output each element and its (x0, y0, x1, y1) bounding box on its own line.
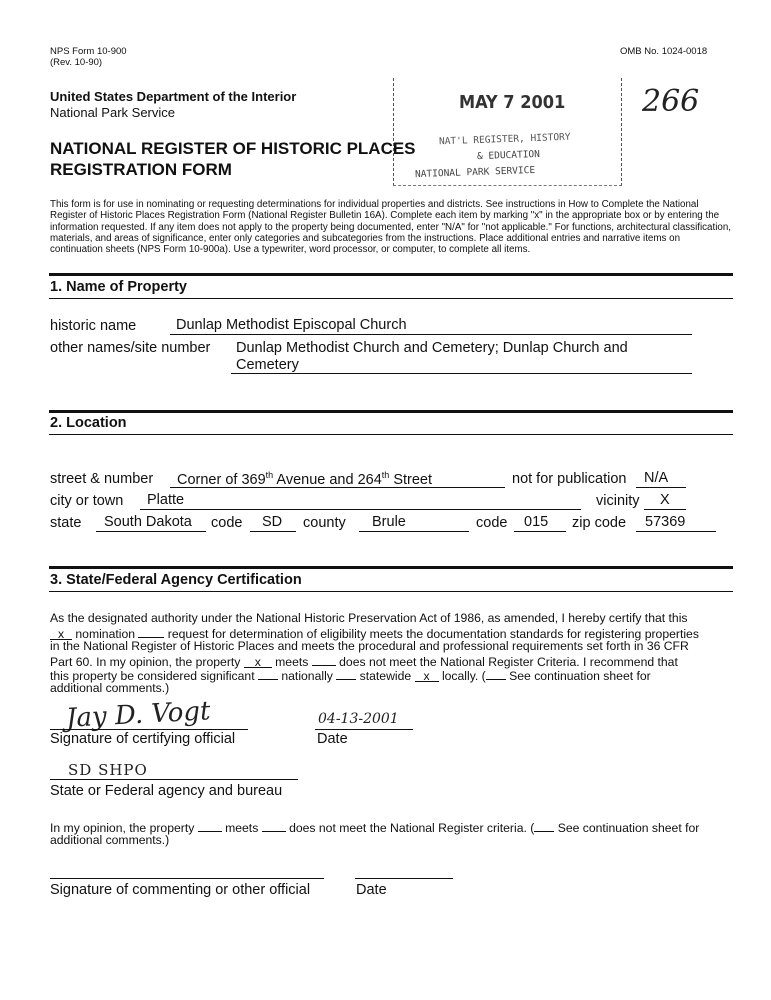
continuation-text-1: See continuation sheet for (509, 669, 651, 683)
not-for-publication-value[interactable]: N/A (644, 470, 669, 486)
agency-underline (50, 779, 298, 780)
cert-line3: in the National Register of Historic Places and meets the procedural and professional requirements set forth in 36 CFR (50, 639, 689, 653)
vicinity-label: vicinity (596, 493, 640, 509)
continuation-mark-1[interactable] (486, 667, 506, 680)
locally-label: locally. ( (441, 669, 486, 683)
nomination-mark[interactable]: x (50, 627, 72, 640)
department-name: United States Department of the Interior (50, 89, 297, 104)
does-not-meet-mark[interactable] (312, 653, 336, 666)
state-code-underline (250, 531, 296, 532)
other-names-value-line2[interactable]: Cemetery (236, 357, 299, 373)
cert-line4-a: Part 60. In my opinion, the property (50, 655, 241, 669)
zip-underline (636, 531, 716, 532)
section1-heading: 1. Name of Property (50, 279, 187, 295)
city-value[interactable]: Platte (147, 492, 185, 508)
cert-line5-a: this property be considered significant (50, 669, 255, 683)
cert-line1: As the designated authority under the National Historic Preservation Act of 1986, as amended, I hereby certify that this (50, 611, 688, 625)
section3-heading-rule (49, 591, 733, 592)
county-code-label: code (476, 515, 508, 531)
does-not-meet-text: does not meet the National Register Criteria. I recommend that (339, 655, 678, 669)
city-label: city or town (50, 493, 124, 509)
form-title-line2: REGISTRATION FORM (50, 160, 232, 179)
certifying-signature[interactable]: Jay D. Vogt (65, 696, 212, 734)
request-text: request for determination of eligibility meets the documentation standards for registering properties (167, 627, 699, 641)
state-underline (96, 531, 206, 532)
historic-name-underline (170, 334, 692, 335)
opinion-meets: meets (225, 821, 259, 835)
meets-mark[interactable]: x (244, 655, 272, 668)
opinion-meets-mark[interactable] (198, 819, 222, 832)
nationally-label: nationally (281, 669, 333, 683)
state-value[interactable]: South Dakota (104, 514, 192, 530)
street-sup-2: th (381, 470, 390, 480)
opinion-not-meet-mark[interactable] (262, 819, 286, 832)
date-label: Date (317, 731, 348, 747)
county-code-underline (514, 531, 566, 532)
section1-heading-rule (49, 298, 733, 299)
agency-label: State or Federal agency and bureau (50, 783, 283, 799)
other-names-label: other names/site number (50, 340, 211, 356)
agency-value[interactable]: SD SHPO (68, 761, 148, 779)
street-value-part2: Avenue and 264 (273, 471, 382, 488)
stamp-date: MAY 7 2001 (459, 92, 566, 113)
form-title-line1: NATIONAL REGISTER OF HISTORIC PLACES (50, 139, 416, 158)
state-label: state (50, 515, 82, 531)
other-names-value-line1[interactable]: Dunlap Methodist Church and Cemetery; Dunlap Church and (236, 340, 628, 356)
street-sup-1: th (265, 470, 274, 480)
city-underline (140, 509, 581, 510)
vicinity-underline (644, 509, 686, 510)
opinion-d: See continuation sheet for (557, 821, 700, 835)
omb-number: OMB No. 1024-0018 (620, 46, 708, 57)
section3-heading: 3. State/Federal Agency Certification (50, 572, 302, 588)
county-underline (359, 531, 469, 532)
continuation-mark-2[interactable] (534, 819, 554, 832)
nfp-underline (636, 487, 686, 488)
service-name: National Park Service (50, 105, 175, 120)
vicinity-value[interactable]: X (660, 492, 670, 508)
comment-signature-underline (50, 878, 324, 879)
instructions-paragraph: This form is for use in nominating or requesting determinations for individual properties and districts. See instructions in How to Complete the National Register of Historic Places Registration Form (National Register Bulletin 16A). Complete each item by marking "x" in the appropriate box or by entering the information requested. If any item does not apply to the property being documented, enter "N/A" for "not applicable." For functions, architectural classification, materials, and areas of significance, enter only categories and subcategories from the instructions. Place additional entries and narrative items on continuation sheets (NPS Form 10-900a). Use a typewriter, word processor, or computer, to complete all items. (50, 199, 732, 256)
county-value[interactable]: Brule (372, 514, 406, 530)
request-mark[interactable] (138, 625, 164, 638)
not-for-publication-label: not for publication (512, 471, 627, 487)
stamp-line3: NATIONAL PARK SERVICE (414, 164, 536, 181)
opinion-c: does not meet the National Register criteria. ( (289, 821, 535, 835)
locally-mark[interactable]: x (415, 669, 439, 682)
zip-label: zip code (572, 515, 627, 531)
statewide-label: statewide (359, 669, 412, 683)
cert-line6: additional comments.) (50, 681, 170, 695)
opinion-line2: additional comments.) (50, 833, 170, 847)
section2-heading: 2. Location (50, 415, 127, 431)
historic-name-label: historic name (50, 318, 137, 334)
handwritten-number: 266 (642, 84, 700, 119)
section2-heading-rule (49, 434, 733, 435)
stamp-line2: & EDUCATION (476, 148, 541, 163)
opinion-a: In my opinion, the property (50, 821, 195, 835)
signature-label: Signature of certifying official (50, 731, 236, 747)
comment-signature-label: Signature of commenting or other official (50, 882, 311, 898)
street-value-part1: Corner of 369 (177, 471, 266, 488)
comment-date-underline (355, 878, 453, 879)
meets-label: meets (275, 655, 309, 669)
certifying-date-value[interactable]: 04-13-2001 (318, 711, 399, 727)
street-label: street & number (50, 471, 154, 487)
street-value[interactable] (177, 470, 432, 488)
county-label: county (303, 515, 346, 531)
zip-value[interactable]: 57369 (645, 514, 686, 530)
section1-top-rule (49, 273, 733, 276)
date-underline (315, 729, 413, 730)
section2-top-rule (49, 410, 733, 413)
county-code-value[interactable]: 015 (524, 514, 549, 530)
form-revision: (Rev. 10-90) (50, 57, 103, 68)
historic-name-value[interactable]: Dunlap Methodist Episcopal Church (176, 317, 407, 333)
statewide-mark[interactable] (336, 667, 356, 680)
nationally-mark[interactable] (258, 667, 278, 680)
signature-underline (50, 729, 248, 730)
street-value-part3: Street (389, 471, 433, 488)
form-number: NPS Form 10-900 (50, 46, 127, 57)
comment-date-label: Date (356, 882, 387, 898)
street-underline (170, 487, 505, 488)
state-code-label: code (211, 515, 243, 531)
received-stamp (393, 78, 623, 188)
nomination-label: nomination (75, 627, 136, 641)
section3-top-rule (49, 566, 733, 569)
other-names-underline (231, 373, 692, 374)
state-code-value[interactable]: SD (262, 514, 283, 530)
stamp-line1: NAT'L REGISTER, HISTORY (438, 131, 571, 148)
